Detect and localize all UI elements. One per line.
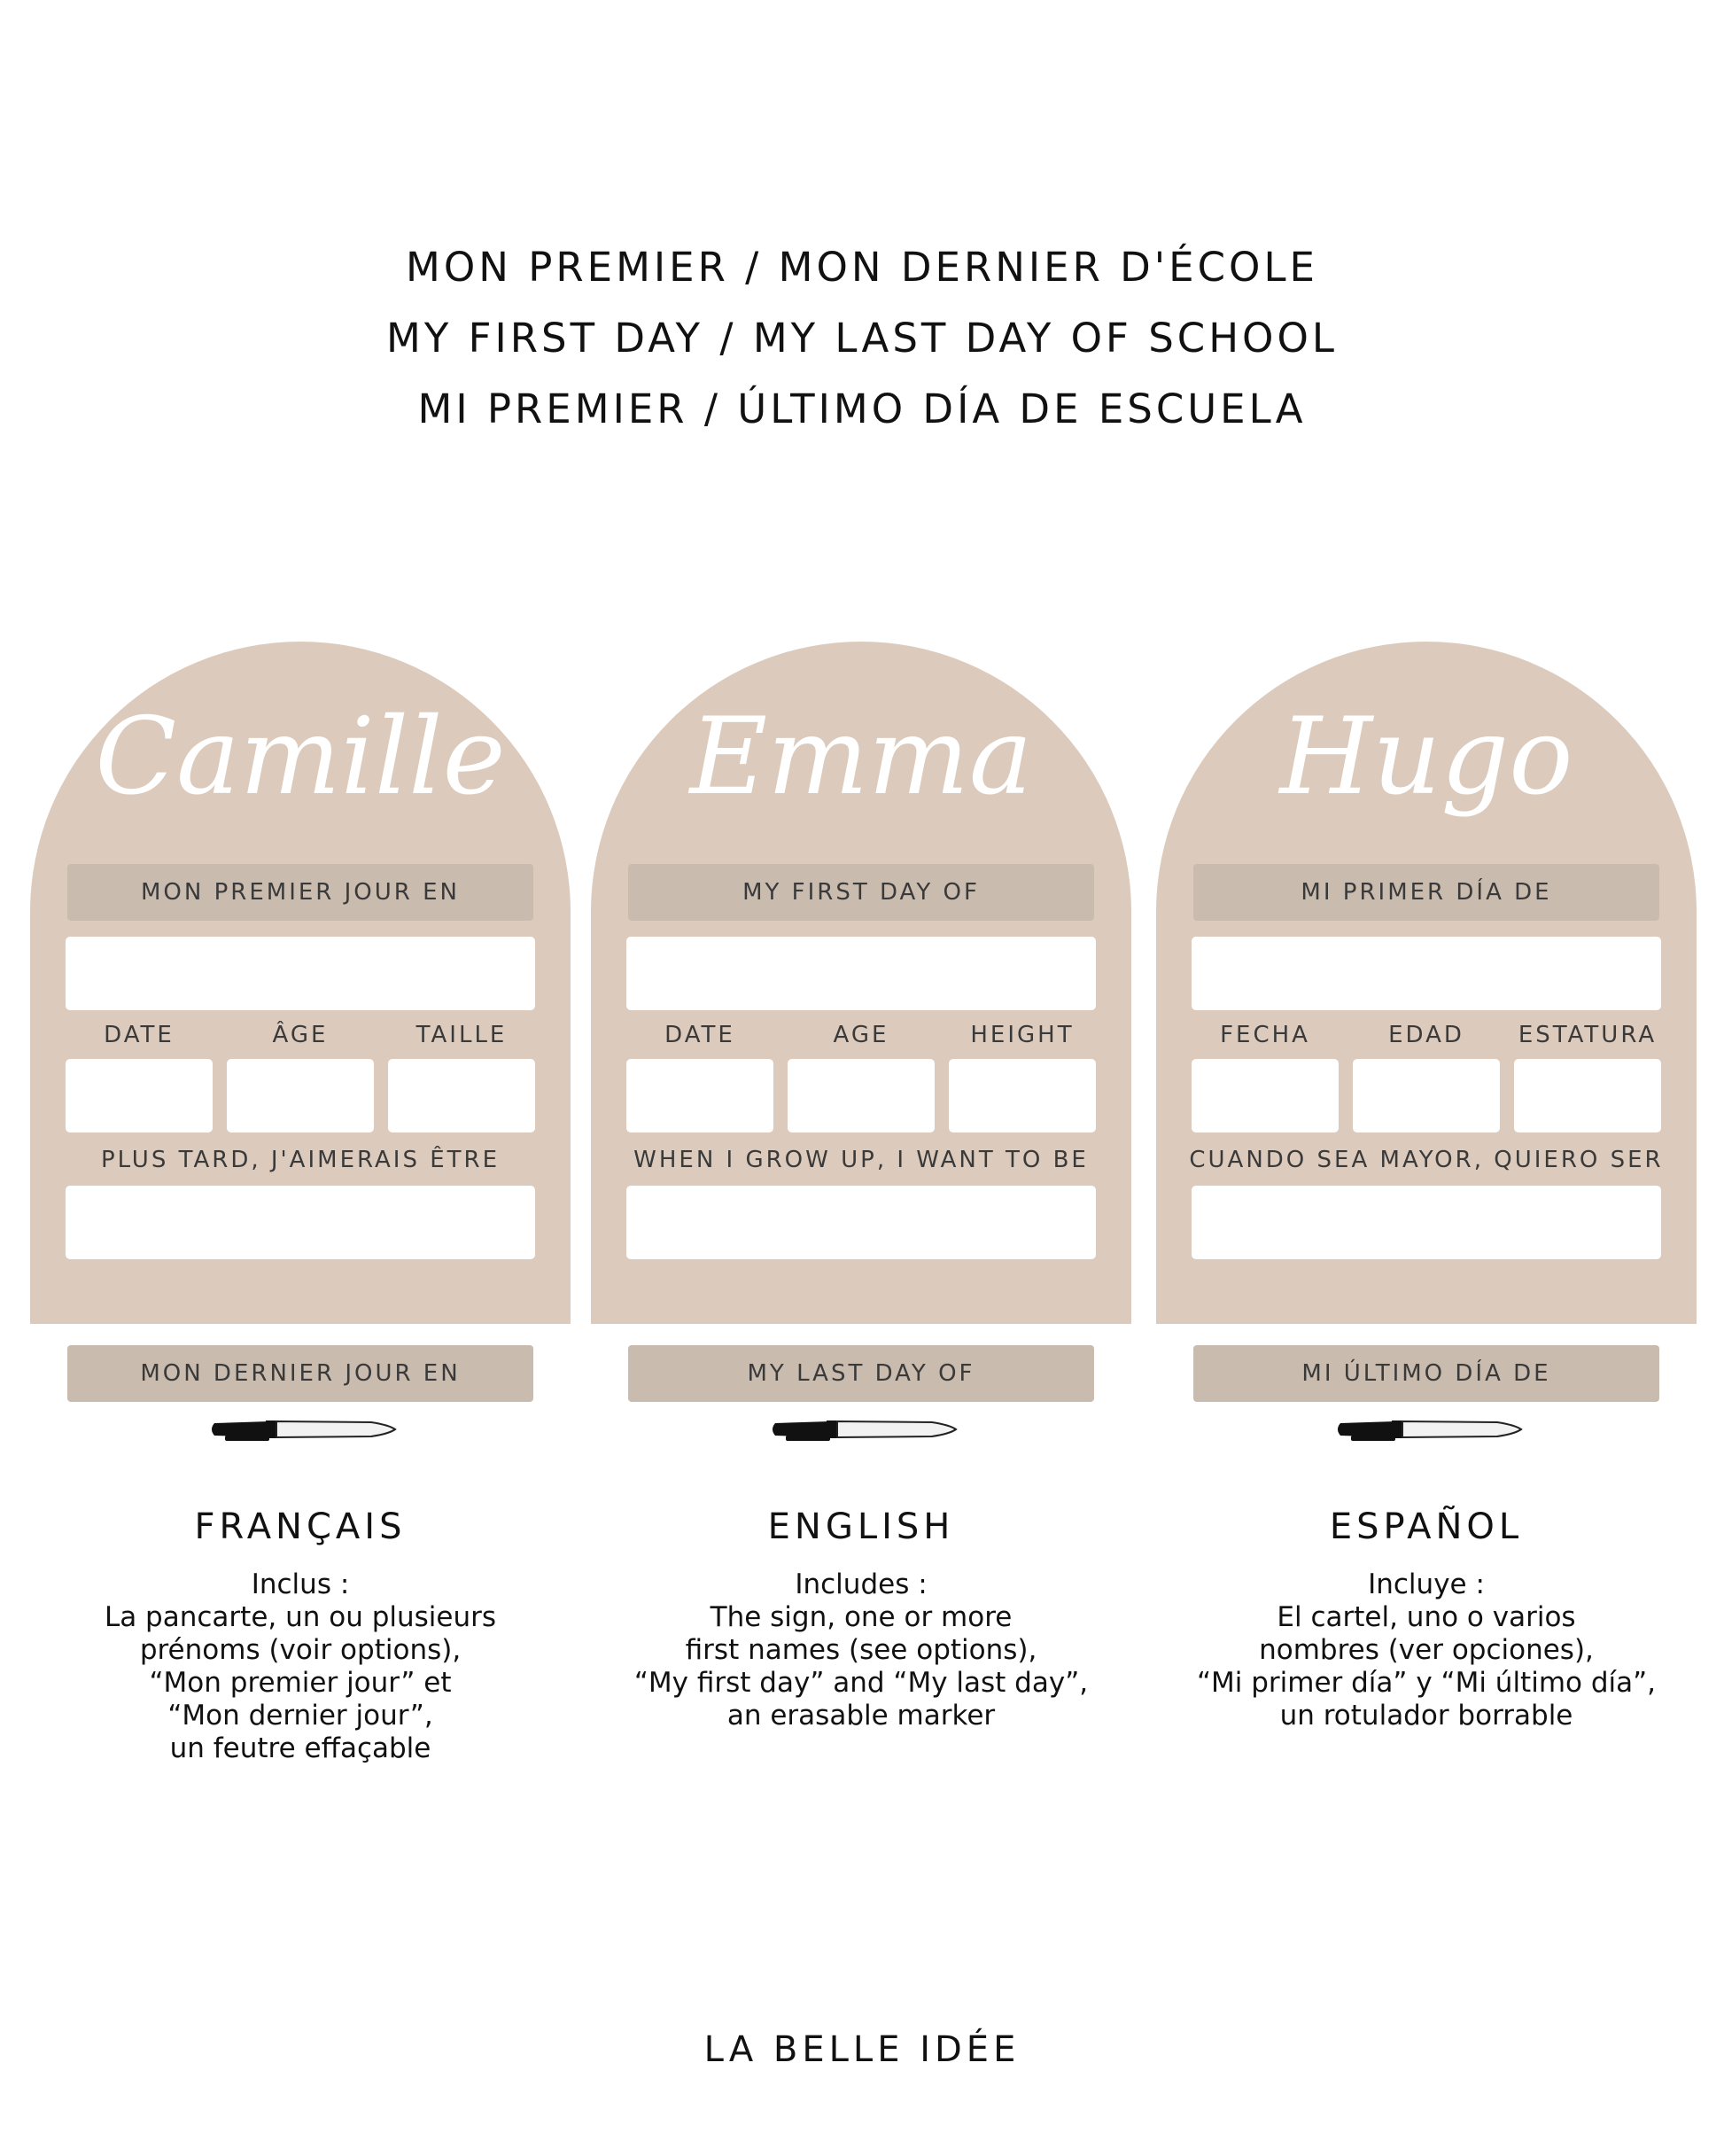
description-line: The sign, one or more: [710, 1601, 1013, 1633]
description: [1156, 1568, 1697, 1732]
description-line: un feutre effaçable: [169, 1732, 431, 1764]
board-column-spanish: [1156, 0, 1697, 2156]
age-field[interactable]: [788, 1059, 935, 1132]
height-field[interactable]: [949, 1059, 1096, 1132]
last-day-label: MI ÚLTIMO DÍA DE: [1193, 1345, 1659, 1402]
title-spanish: MI PREMIER / ÚLTIMO DÍA DE ESCUELA: [417, 385, 1307, 432]
description-line: Includes :: [795, 1568, 928, 1600]
description-line: El cartel, uno o varios: [1277, 1601, 1576, 1633]
description-line: “Mon dernier jour”,: [167, 1700, 433, 1732]
description-line: an erasable marker: [726, 1700, 996, 1732]
description: [30, 1568, 571, 1765]
age-label: AGE: [833, 1022, 889, 1048]
grow-up-label: PLUS TARD, J'AIMERAIS ÊTRE: [100, 1147, 501, 1173]
language-title: ENGLISH: [767, 1506, 955, 1547]
description-line: Inclus :: [251, 1568, 350, 1600]
description-line: nombres (ver opciones),: [1259, 1634, 1594, 1666]
child-name: Camille: [95, 696, 506, 819]
grow-up-label: CUANDO SEA MAYOR, QUIERO SER: [1189, 1147, 1664, 1173]
description-line: La pancarte, un ou plusieurs: [104, 1601, 497, 1633]
board-column-french: [30, 0, 571, 2156]
description-line: “My first day” and “My last day”,: [633, 1667, 1089, 1699]
description: [591, 1568, 1131, 1732]
description-line: un rotulador borrable: [1279, 1700, 1573, 1732]
description-line: “Mon premier jour” et: [149, 1667, 452, 1699]
child-name: Emma: [689, 696, 1033, 819]
brand-name: LA BELLE IDÉE: [703, 2029, 1021, 2070]
grow-up-label: WHEN I GROW UP, I WANT TO BE: [633, 1147, 1089, 1173]
grow-up-field[interactable]: [626, 1186, 1096, 1259]
marker-icon: [1333, 1414, 1525, 1444]
height-label: TAILLE: [415, 1022, 508, 1048]
height-field[interactable]: [1514, 1059, 1661, 1132]
date-field[interactable]: [1192, 1059, 1339, 1132]
description-line: “Mi primer día” y “Mi último día”,: [1196, 1667, 1657, 1699]
marker-icon: [768, 1414, 959, 1444]
date-label: FECHA: [1220, 1022, 1310, 1048]
grow-up-field[interactable]: [66, 1186, 535, 1259]
description-line: Incluye :: [1368, 1568, 1485, 1600]
age-field[interactable]: [227, 1059, 374, 1132]
first-day-label: MON PREMIER JOUR EN: [67, 864, 533, 921]
title-french: MON PREMIER / MON DERNIER D'ÉCOLE: [406, 244, 1318, 291]
age-label: ÂGE: [272, 1022, 329, 1048]
height-label: ESTATURA: [1518, 1022, 1658, 1048]
title-english: MY FIRST DAY / MY LAST DAY OF SCHOOL: [386, 315, 1338, 362]
age-label: EDAD: [1388, 1022, 1464, 1048]
language-title: ESPAÑOL: [1329, 1506, 1524, 1547]
last-day-label: MY LAST DAY OF: [628, 1345, 1094, 1402]
school-field[interactable]: [626, 937, 1096, 1010]
description-line: first names (see options),: [685, 1634, 1037, 1666]
date-label: DATE: [104, 1022, 175, 1048]
date-label: DATE: [664, 1022, 735, 1048]
height-field[interactable]: [388, 1059, 535, 1132]
first-day-label: MY FIRST DAY OF: [628, 864, 1094, 921]
date-field[interactable]: [66, 1059, 213, 1132]
last-day-label: MON DERNIER JOUR EN: [67, 1345, 533, 1402]
age-field[interactable]: [1353, 1059, 1500, 1132]
child-name: Hugo: [1279, 696, 1573, 819]
grow-up-field[interactable]: [1192, 1186, 1661, 1259]
marker-icon: [207, 1414, 399, 1444]
date-field[interactable]: [626, 1059, 773, 1132]
height-label: HEIGHT: [970, 1022, 1075, 1048]
description-line: prénoms (voir options),: [139, 1634, 462, 1666]
first-day-label: MI PRIMER DÍA DE: [1193, 864, 1659, 921]
school-field[interactable]: [66, 937, 535, 1010]
language-title: FRANÇAIS: [194, 1506, 407, 1547]
board-column-english: [591, 0, 1131, 2156]
school-field[interactable]: [1192, 937, 1661, 1010]
